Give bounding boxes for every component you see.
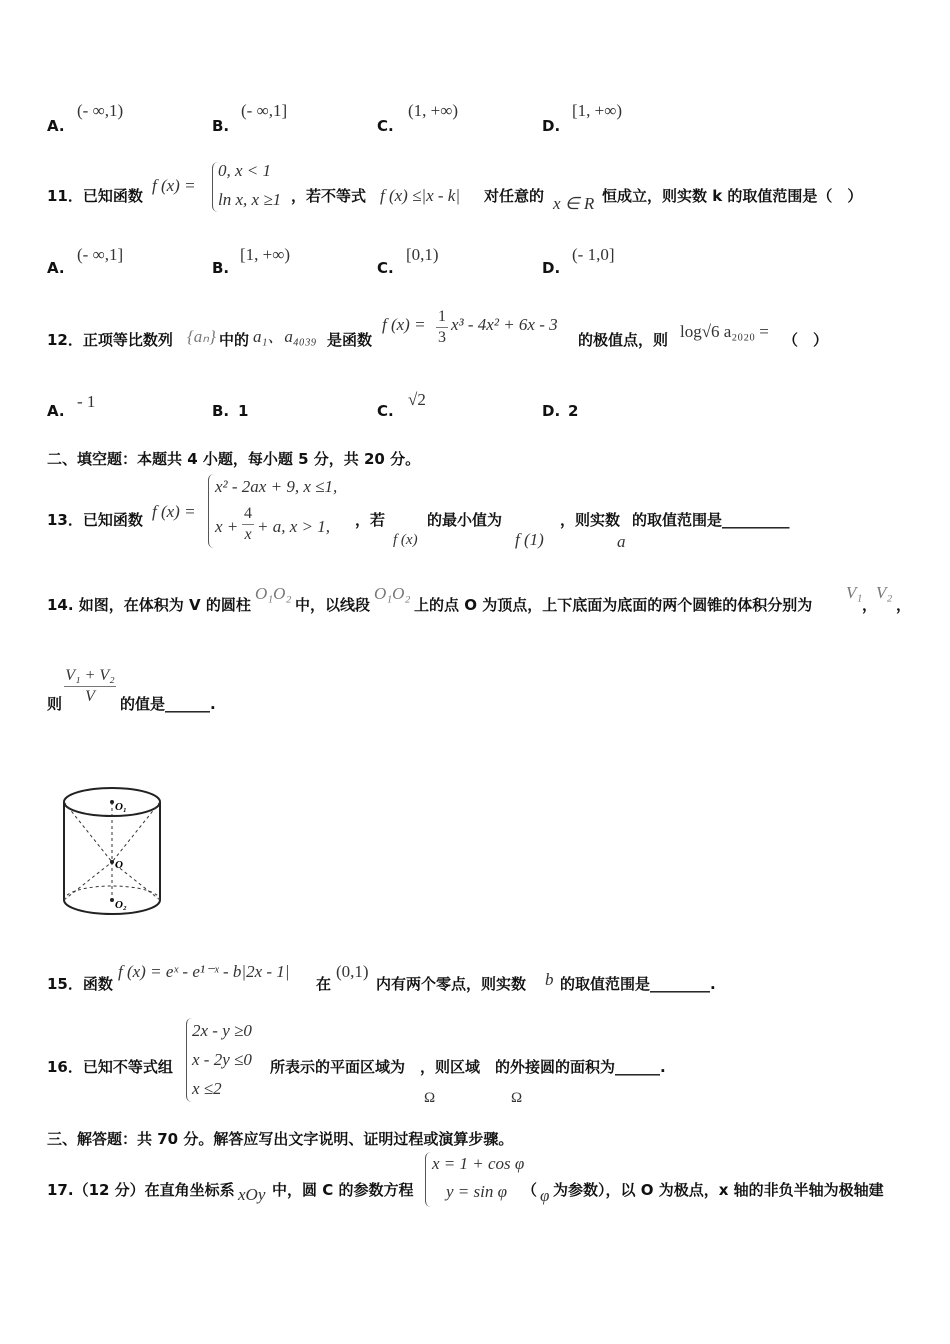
fraction-bar xyxy=(242,524,254,525)
math: a₁、a₄₀₃₉ xyxy=(253,327,317,346)
fraction xyxy=(242,505,254,544)
denominator: V xyxy=(85,688,95,705)
question-text: 中的 xyxy=(219,331,250,349)
math-case: y = sin φ xyxy=(446,1182,508,1201)
option-value: - 1 xyxy=(77,392,96,411)
question-text: 12．正项等比数列 xyxy=(47,331,173,349)
punct: （ xyxy=(522,1181,538,1199)
math: Ω xyxy=(424,1090,436,1106)
math: V₂ xyxy=(876,583,893,602)
math: f (1) xyxy=(515,530,544,549)
option-value: [1, +∞) xyxy=(572,101,623,120)
numerator: V₁ + V₂ xyxy=(65,667,115,684)
option-letter: A. xyxy=(47,117,65,135)
fraction-bar xyxy=(436,327,448,328)
question-text: 的极值点，则 xyxy=(578,331,669,349)
question-text: 16．已知不等式组 xyxy=(47,1058,173,1076)
question-text: 上的点 O 为顶点，上下底面为底面的两个圆锥的体积分别为 xyxy=(414,596,813,614)
math: O₁O₂ xyxy=(255,584,292,603)
option-letter: B. xyxy=(212,402,230,420)
math-case: + a, x > 1, xyxy=(257,517,330,536)
question-text: 内有两个零点，则实数 xyxy=(376,975,527,993)
math-case: x² - 2ax + 9, x ≤1, xyxy=(215,477,338,496)
math: φ xyxy=(540,1186,550,1205)
figure-label-o: O xyxy=(115,859,123,871)
math: x ∈ R xyxy=(553,194,595,213)
option-letter: C. xyxy=(377,402,394,420)
brace xyxy=(208,474,215,548)
math: xOy xyxy=(238,1185,266,1204)
option-letter: D. xyxy=(542,259,561,277)
math-case: x = 1 + cos φ xyxy=(432,1154,525,1173)
question-text: （ ） xyxy=(783,331,829,349)
option-value: (- ∞,1] xyxy=(241,101,288,120)
punct: ， xyxy=(862,596,878,614)
math: a xyxy=(617,532,626,551)
brace xyxy=(425,1152,432,1207)
math-case: x - 2y ≤0 xyxy=(192,1050,252,1069)
option-letter: B. xyxy=(212,259,230,277)
math: f (x) = xyxy=(382,315,426,334)
question-text: ，若不等式 xyxy=(291,187,367,205)
question-text: 对任意的 xyxy=(484,187,545,205)
question-text: 的取值范围是_________ xyxy=(632,511,790,529)
section-heading-fill-blank: 二、填空题：本题共 4 小题，每小题 5 分，共 20 分。 xyxy=(47,450,421,468)
math: (0,1) xyxy=(336,962,369,981)
option-letter: A. xyxy=(47,259,65,277)
option-value: (- ∞,1) xyxy=(77,101,124,120)
question-text: 17.（12 分）在直角坐标系 xyxy=(47,1181,235,1199)
section-heading-answer: 三、解答题：共 70 分。解答应写出文字说明、证明过程或演算步骤。 xyxy=(47,1130,514,1148)
math: Ω xyxy=(511,1090,523,1106)
cylinder-figure xyxy=(55,780,170,935)
option-value: 2 xyxy=(568,402,579,420)
math: O₁O₂ xyxy=(374,584,411,603)
option-letter: D. xyxy=(542,117,561,135)
math: log√6 a₂₀₂₀ = xyxy=(680,322,769,341)
math-case: 0, x < 1 xyxy=(218,161,272,180)
question-text: 的值是______. xyxy=(120,695,216,713)
math-case: 2x - y ≥0 xyxy=(192,1021,252,1040)
question-text: 14. 如图，在体积为 V 的圆柱 xyxy=(47,596,251,614)
punct: ， xyxy=(896,596,912,614)
fraction xyxy=(64,667,116,706)
math: {aₙ} xyxy=(187,327,216,346)
figure-label-o2: O₂ xyxy=(115,899,127,911)
question-text: 的取值范围是________. xyxy=(560,975,716,993)
question-text: 的最小值为 xyxy=(427,511,503,529)
math: f (x) = xyxy=(152,176,196,195)
option-value: (- ∞,1] xyxy=(77,245,124,264)
math: f (x) xyxy=(393,532,418,548)
math: x³ - 4x² + 6x - 3 xyxy=(451,315,558,334)
math: f (x) ≤|x - k| xyxy=(380,186,461,205)
math: f (x) = xyxy=(152,502,196,521)
option-letter: C. xyxy=(377,259,394,277)
question-text: 11．已知函数 xyxy=(47,187,143,205)
question-text: 恒成立，则实数 k 的取值范围是（ ） xyxy=(602,187,863,205)
option-value: (1, +∞) xyxy=(408,101,459,120)
numerator: 4 xyxy=(244,505,252,522)
question-text: ，则实数 xyxy=(560,511,621,529)
math-case: ln x, x ≥1 xyxy=(218,190,282,209)
question-text: 13．已知函数 xyxy=(47,511,143,529)
option-value: √2 xyxy=(408,390,426,409)
question-text: 中，以线段 xyxy=(295,596,371,614)
question-text: 在 xyxy=(316,975,332,993)
question-text: 为参数），以 O 为极点，x 轴的非负半轴为极轴建 xyxy=(553,1181,884,1199)
math: f (x) = eˣ - e¹⁻ˣ - b|2x - 1| xyxy=(118,962,290,981)
option-letter: C. xyxy=(377,117,394,135)
option-letter: D. xyxy=(542,402,561,420)
numerator: 1 xyxy=(438,308,446,325)
fraction xyxy=(436,308,448,347)
math-case: x + xyxy=(215,517,239,536)
option-value: (- 1,0] xyxy=(572,245,615,264)
option-letter: A. xyxy=(47,402,65,420)
math-case: x ≤2 xyxy=(192,1079,222,1098)
option-value: 1 xyxy=(238,402,249,420)
question-text: 15．函数 xyxy=(47,975,113,993)
math: b xyxy=(545,970,554,989)
option-value: [0,1) xyxy=(406,245,439,264)
fraction-bar xyxy=(64,686,116,687)
question-text: 则 xyxy=(47,695,63,713)
denominator: x xyxy=(244,526,252,543)
option-value: [1, +∞) xyxy=(240,245,291,264)
figure-label-o1: O₁ xyxy=(115,801,127,813)
question-text: ，若 xyxy=(355,511,386,529)
math: V₁ xyxy=(846,583,863,602)
question-text: 所表示的平面区域为 ，则区域 的外接圆的面积为______. xyxy=(270,1058,666,1076)
option-letter: B. xyxy=(212,117,230,135)
question-text: 是函数 xyxy=(327,331,373,349)
denominator: 3 xyxy=(438,329,446,346)
question-text: 中，圆 C 的参数方程 xyxy=(272,1181,414,1199)
